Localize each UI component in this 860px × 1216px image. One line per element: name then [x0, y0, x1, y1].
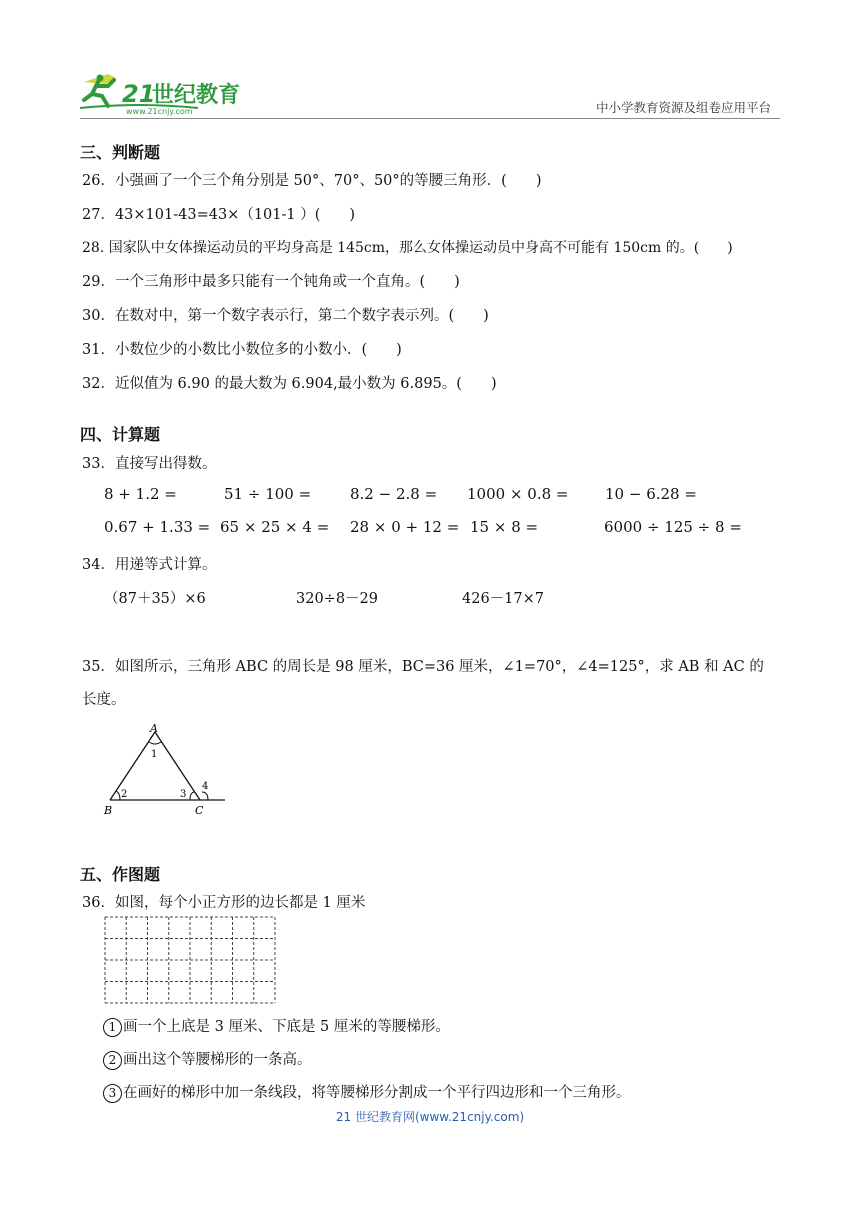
task-1 — [103, 1015, 450, 1037]
logo-url: www.21cnjy.com — [126, 107, 193, 116]
platform-caption: 中小学教育资源及组卷应用平台 — [596, 100, 772, 115]
site-logo — [78, 68, 248, 116]
task-1-text: 画一个上底是 3 厘米、下底是 5 厘米的等腰梯形。 — [123, 1019, 450, 1035]
square-grid — [104, 916, 276, 1004]
math-item: 15 × 8 = — [470, 518, 539, 536]
math-item: 8.2 − 2.8 = — [350, 485, 438, 503]
task-2 — [103, 1048, 312, 1070]
math-item: 65 × 25 × 4 = — [220, 518, 330, 536]
logo-text: 世纪教育 — [152, 83, 241, 108]
vertex-b-label: B — [104, 804, 113, 817]
math-item: 1000 × 0.8 = — [467, 485, 569, 503]
angle-3-label: 3 — [180, 789, 187, 800]
angle-4-label: 4 — [202, 781, 209, 792]
question-29: 29．一个三角形中最多只能有一个钝角或一个直角。( ) — [82, 274, 460, 290]
question-26: 26．小强画了一个三个角分别是 50°、70°、50°的等腰三角形．( ) — [82, 173, 542, 189]
question-32: 32．近似值为 6.90 的最大数为 6.904,最小数为 6.895。( ) — [82, 376, 497, 392]
vertex-a-label: A — [150, 722, 158, 735]
section-4-title: 四、计算题 — [80, 425, 161, 444]
stepwise-item: 426－17×7 — [462, 591, 545, 607]
question-35-line1: 35．如图所示，三角形 ABC 的周长是 98 厘米，BC=36 厘米，∠1=70°，∠4=125°，求 AB 和 AC 的 — [82, 659, 764, 675]
section-3-title: 三、判断题 — [80, 143, 161, 162]
triangle-figure — [100, 720, 230, 820]
header-divider — [80, 118, 780, 119]
task-1-number: 1 — [103, 1018, 122, 1037]
task-2-text: 画出这个等腰梯形的一条高。 — [123, 1052, 312, 1068]
question-33: 33．直接写出得数。 — [82, 456, 217, 472]
question-35-line2: 长度。 — [82, 692, 126, 708]
question-31: 31．小数位少的小数比小数位多的小数小．( ) — [82, 342, 402, 358]
task-2-number: 2 — [103, 1051, 122, 1070]
math-item: 51 ÷ 100 = — [224, 485, 312, 503]
question-34: 34．用递等式计算。 — [82, 557, 217, 573]
stepwise-item: （87＋35）×6 — [104, 591, 206, 607]
task-3 — [103, 1081, 631, 1103]
task-3-number: 3 — [103, 1084, 122, 1103]
question-27: 27．43×101-43=43×（101-1 ）( ) — [82, 207, 356, 223]
angle-2-label: 2 — [121, 789, 128, 800]
task-3-text: 在画好的梯形中加一条线段，将等腰梯形分割成一个平行四边形和一个三角形。 — [123, 1085, 631, 1101]
vertex-c-label: C — [195, 804, 204, 817]
math-item: 6000 ÷ 125 ÷ 8 = — [604, 518, 742, 536]
runner-logo-icon — [78, 68, 248, 116]
question-28: 28. 国家队中女体操运动员的平均身高是 145cm，那么女体操运动员中身高不可能有 150cm 的。( ) — [82, 240, 733, 256]
math-item: 0.67 + 1.33 = — [104, 518, 211, 536]
angle-1-label: 1 — [151, 749, 158, 760]
math-item: 8 + 1.2 = — [104, 485, 177, 503]
section-5-title: 五、作图题 — [80, 865, 161, 884]
question-36: 36．如图，每个小正方形的边长都是 1 厘米 — [82, 895, 366, 911]
footer-link[interactable]: 21 世纪教育网(www.21cnjy.com) — [335, 1110, 525, 1124]
logo-number: 21 — [122, 80, 156, 108]
question-30: 30．在数对中，第一个数字表示行，第二个数字表示列。( ) — [82, 308, 489, 324]
math-item: 10 − 6.28 = — [605, 485, 697, 503]
math-item: 28 × 0 + 12 = — [350, 518, 460, 536]
stepwise-item: 320÷8－29 — [296, 591, 379, 607]
